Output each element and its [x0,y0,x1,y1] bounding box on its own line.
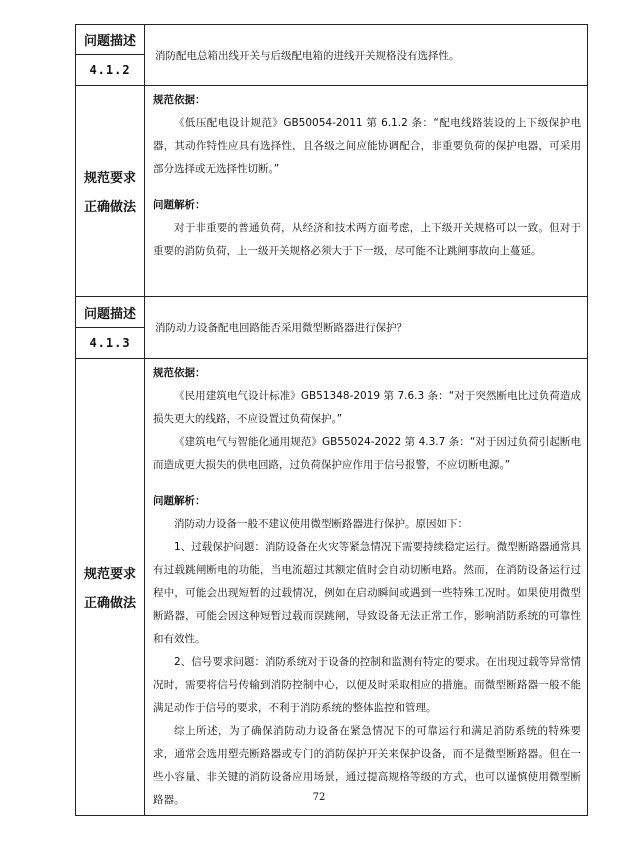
issue-code: 4.1.2 [76,55,145,86]
requirement-label [76,359,145,816]
analysis-point: 2、信号要求问题：消防系统对于设备的控制和监测有特定的要求。在出现过载等异常情况时，需要将信号传输到消防控制中心，以便及时采取相应的措施。而微型断路器一般不能满足动作于信号的要求，不利于消防系统的整体监控和管理。 [153,656,581,714]
basis-heading: 规范依据： [153,367,206,379]
analysis-intro: 消防动力设备一般不建议使用微型断路器进行保护。原因如下： [174,518,468,530]
basis-text: 《民用建筑电气设计标准》GB51348-2019 第 7.6.3 条：“对于突然断电比过负荷造成损失更大的线路，不应设置过负荷保护。” [153,390,581,425]
requirement-content [145,86,588,297]
issue-code: 4.1.3 [76,328,145,359]
basis-heading: 规范依据： [153,94,206,106]
issue-description: 消防配电总箱出线开关与后级配电箱的进线开关规格没有选择性。 [145,25,588,86]
analysis-heading: 问题解析： [153,495,206,507]
analysis-heading: 问题解析： [153,199,206,211]
requirement-label [76,86,145,297]
requirement-label-line1: 规范要求 [83,171,136,186]
basis-text: 《低压配电设计规范》GB50054-2011 第 6.1.2 条：“配电线路装设的上下级保护电器，其动作特性应具有选择性，且各级之间应能协调配合，非重要负荷的保护电器，可采用部分选择或无选择性切断。” [153,117,581,175]
basis-text: 《建筑电气与智能化通用规范》GB55024-2022 第 4.3.7 条：“对于因过负荷引起断电而造成更大损失的供电回路，过负荷保护应作用于信号报警，不应切断电源。” [153,436,581,471]
analysis-point: 1、过载保护问题：消防设备在火灾等紧急情况下需要持续稳定运行。微型断路器通常具有过载跳闸断电的功能，当电流超过其额定值时会自动切断电路。然而，在消防设备运行过程中，可能会出现短暂的过载情况，例如在启动瞬间或遇到一些特殊工况时。如果使用微型断路器，可能会因这种短暂过载而误跳闸，导致设备无法正常工作，影响消防系统的可靠性和有效性。 [153,541,581,645]
analysis-text: 对于非重要的普通负荷，从经济和技术两方面考虑，上下级开关规格可以一致。但对于重要的消防负荷，上一级开关规格必须大于下一级，尽可能不让跳闸事故向上蔓延。 [153,222,581,257]
requirement-content [145,359,588,816]
issue-label: 问题描述 [76,297,145,328]
issue-label: 问题描述 [76,25,145,55]
issue-table [75,24,588,816]
page-number: 72 [312,792,326,803]
requirement-label-line2: 正确做法 [83,596,136,611]
analysis-conclusion: 综上所述，为了确保消防动力设备在紧急情况下的可靠运行和满足消防系统的特殊要求，通常会选用塑壳断路器或专门的消防保护开关来保护设备，而不是微型断路器。但在一些小容量、非关键的消防设备应用场景，通过提高规格等级的方式，也可以谨慎使用微型断路器。 [153,725,581,806]
requirement-label-line2: 正确做法 [83,200,136,215]
issue-description: 消防动力设备配电回路能否采用微型断路器进行保护？ [145,297,588,359]
requirement-label-line1: 规范要求 [83,567,136,582]
